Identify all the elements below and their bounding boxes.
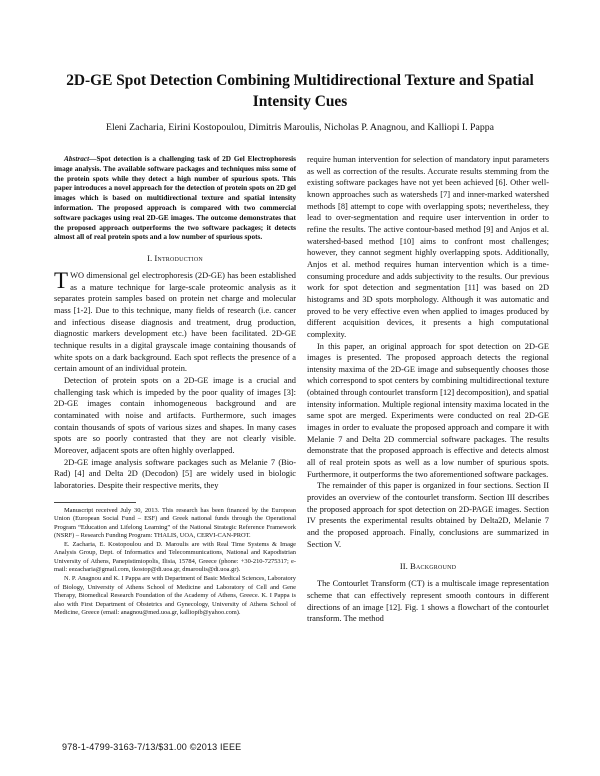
left-column [54, 154, 296, 618]
intro-paragraph-2: Detection of protein spots on a 2D-GE image is a crucial and challenging task which is impeded by the poor quality of images [3]: 2D-GE images contain inhomogeneous background and are contaminated with noise and artifacts. Furthermore, such images contain thousands of spots of various sizes and shapes. In many cases spots are so poorly contrasted that they are not clearly visible. Moreover, adjacent spots are often highly overlapped. [54, 376, 296, 456]
abstract-text: —Spot detection is a challenging task of 2D Gel Electrophoresis image analysis. The available software packages and techniques miss some of the protein spots while they detect a high number of spurious spots. This paper introduces a novel approach for the detection of protein spots on 2D gel images which is based on multidirectional texture and spatial intensity information. The proposed approach is compared with two commercial software packages using real 2D-GE images. The outcome demonstrates that the proposed approach outperforms the two software packages; it detects almost all of real protein spots and a low number of spurious spots. [54, 154, 296, 242]
intro-paragraph-1 [54, 270, 296, 375]
footnote-affiliation-1: E. Zacharia, E. Kostopoulou and D. Maroulis are with Real Time Systems & Image Analysis Group, Dept. of Informatics and Telecommunications, National and Kapodistrian University of Athens, Panepistimiopolis, Ilisia, 15784, Greece (phone: +30-210-7275317; e-mail: eezacharia@gmail.com, ikostop@di.uoa.gr, dmaroulis@di.uoa.gr). [54, 540, 296, 574]
right-paragraph-2: In this paper, an original approach for spot detection on 2D-GE images is presented. The proposed approach detects the regional intensity maxima of the 2D-GE image and subsequently chooses those which correspond to spot centers by combining multidirectional texture (obtained through contourlet transform [12] decomposition), and spatial intensity information. Multiple regional intensity maxima located in the same spot are merged. Experiments were conducted on real 2D-GE images in order to evaluate the proposed approach and compare it with Melanie 7 and Delta 2D commercial software packages. The results demonstrate that the proposed approach is effective and detects almost all of real protein spots as well as a low number of spurious spots. Furthermore, it outperforms the two aforementioned software packages. [307, 341, 549, 479]
intro-paragraph-3: 2D-GE image analysis software packages such as Melanie 7 (Bio-Rad) [4] and Delta 2D (Decodon) [5] are widely used in biologic laboratories. Despite their respective merits, they [54, 457, 296, 490]
section-numeral: II. [399, 561, 408, 572]
background-paragraph-1: The Contourlet Transform (CT) is a multiscale image representation scheme that can effectively represent smooth contours in different directions of an image [12]. Fig. 1 shows a flowchart of the contourlet transform. The method [307, 579, 549, 624]
section-title: Background [410, 561, 457, 572]
section-title: Introduction [154, 253, 203, 264]
section-heading-introduction [54, 253, 296, 264]
drop-cap: T [54, 268, 69, 294]
copyright-notice: 978-1-4799-3163-7/13/$31.00 ©2013 IEEE [62, 742, 242, 752]
abstract-label: Abstract [64, 154, 90, 163]
author-list: Eleni Zacharia, Eirini Kostopoulou, Dimitris Maroulis, Nicholas P. Anagnou, and Kalliopi I. Pappa [105, 122, 494, 133]
section-numeral: I. [147, 253, 153, 264]
right-paragraph-3: The remainder of this paper is organized in four sections. Section II provides an overview of the contourlet transform. Section III describes the proposed approach for spot detection on 2D-PAGE images. Section IV presents the experimental results obtained by Delta2D, Melanie 7 and the proposed approach. Finally, conclusions are summarized in Section V. [307, 481, 549, 549]
right-column [307, 154, 549, 625]
footnote-divider [54, 502, 136, 503]
paper-title: 2D-GE Spot Detection Combining Multidirectional Texture and Spatial Intensity Cues [66, 72, 534, 110]
footnote-funding: Manuscript received July 30, 2013. This research has been financed by the European Union (European Social Fund – ESF) and Greek national funds through the Operational Program “Education and Lifelong Learning” of the National Strategic Reference Framework (NSRF) – Research Funding Program: THALIS, UOA, CERVI-CAN-PROT. [54, 506, 296, 540]
abstract [54, 154, 296, 242]
footnote-affiliation-2: N. P. Anagnou and K. I Pappa are with Department of Basic Medical Sciences, Laboratory of Biology, University of Athens School of Medicine and Laboratory of Cell and Gene Therapy, Biomedical Research Foundation of the Academy of Athens, Greece. K. I Pappa is also with First Department of Obstetrics and Gynecology, University of Athens School of Medicine, Greece (email: anagnou@med.uoa.gr, kalliopib@yahoo.com). [54, 575, 296, 617]
intro-paragraph-1-text: WO dimensional gel electrophoresis (2D-GE) has been established as a mature technique for large-scale proteomic analysis as it separates protein samples based on protein net charge and molecular mass [1-2]. Due to this technique, many fields of research (i.e. cancer and infectious disease diagnosis and treatment, drug production, diagnostic markers development etc.) have been facilitated. 2D-GE technique results in a digital grayscale image containing thousands of white spots on a dark background. Each spot reflects the presence of a certain amount of an individual protein. [54, 271, 296, 374]
section-heading-background [307, 561, 549, 572]
right-paragraph-1: require human intervention for selection of mandatory input parameters as well as correction of the results. Accurate results stemming from the existing software packages have not yet been achieved [6]. Other well-known approaches such as watersheds [7] and inner-marked watershed methods [8] attempt to cope with overlapping spots; nevertheless, they lead to over-segmentation and require user intervention in order to refine the results. The active contour-based method [9] and Anjos et al. watershed-based method [10] aims to confront most challenges; however, they cannot segment highly overlapping spots. Additionally, Anjos et al. method requires human intervention which is a time-consuming procedure and adds subjectivity to the results. Our previous work for spot detection and segmentation [11] was based on 2D histograms and 3D spots morphology. Although it was automatic and proved to be very effective even when applied to images produced by different acquisition devices, it presents a high computational complexity. [307, 155, 549, 339]
